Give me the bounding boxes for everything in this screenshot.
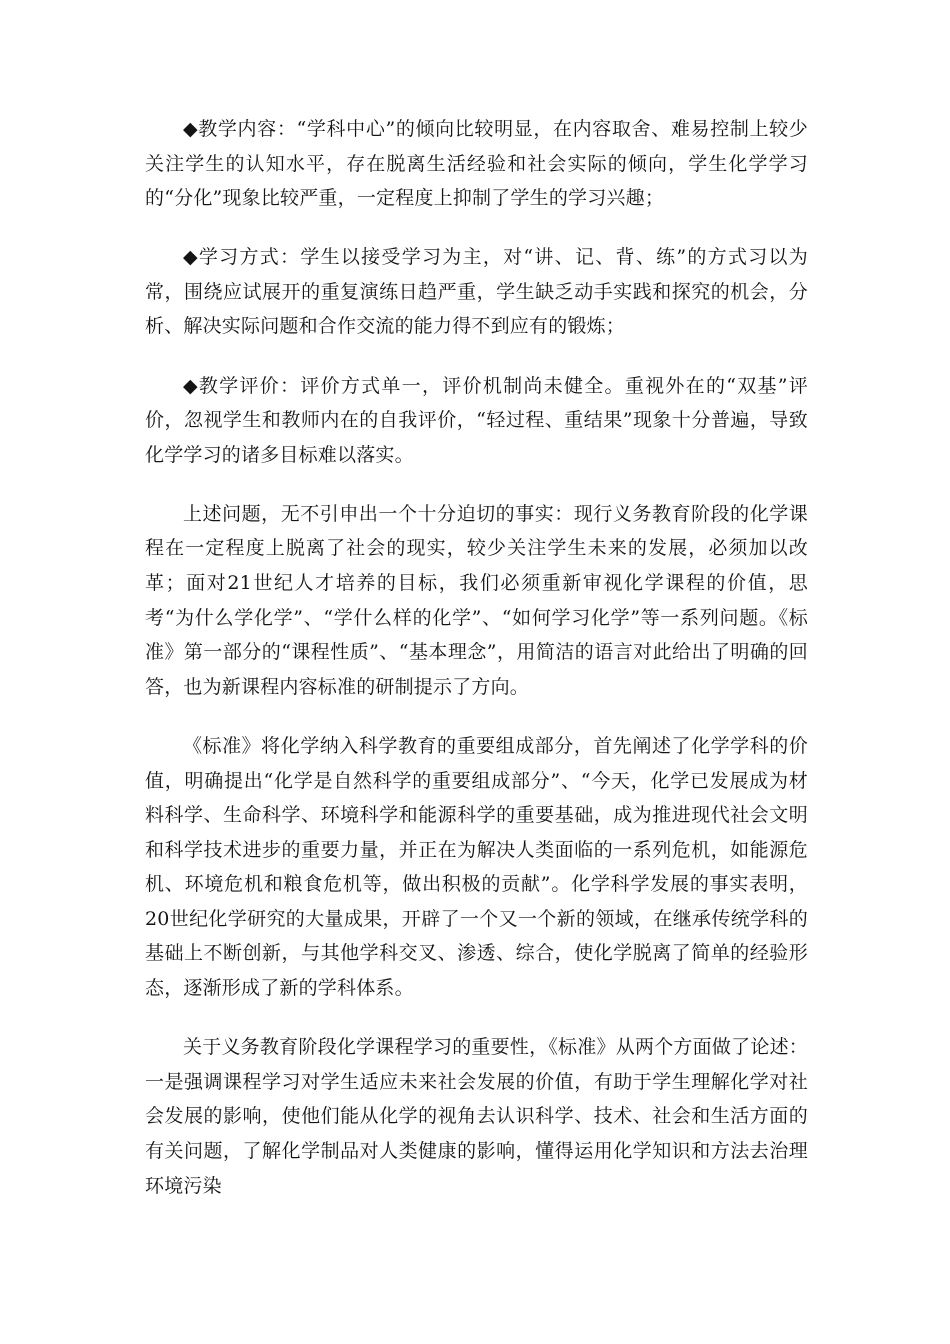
paragraph-reform-necessity: 上述问题，无不引申出一个十分迫切的事实：现行义务教育阶段的化学课程在一定程度上脱离了社会的现实，较少关注学生未来的发展，必须加以改革；面对21世纪人才培养的目标，我们必须重新审视化学课程的价值，思考“为什么学化学”、“学什么样的化学”、“如何学习化学”等一系列问题。《标准》第一部分的“课程性质”、“基本理念”，用简洁的语言对此给出了明确的回答，也为新课程内容标准的研制提示了方向。	[145, 502, 808, 698]
document-body	[145, 112, 808, 1203]
paragraph-chemistry-value: 《标准》将化学纳入科学教育的重要组成部分，首先阐述了化学学科的价值，明确提出“化学是自然科学的重要组成部分”、“今天，化学已发展成为材料科学、生命科学、环境科学和能源科学的重要基础，成为推进现代社会文明和科学技术进步的重要力量，并正在为解决人类面临的一系列危机，如能源危机、环境危机和粮食危机等，做出积极的贡献”。化学科学发展的事实表明，20世纪化学研究的大量成果，开辟了一个又一个新的领域，在继承传统学科的基础上不断创新，与其他学科交叉、渗透、综合，使化学脱离了简单的经验形态，逐渐形成了新的学科体系。	[145, 734, 808, 1000]
paragraph-learning-method: ◆学习方式：学生以接受学习为主，对“讲、记、背、练”的方式习以为常，围绕应试展开的重复演练日趋严重，学生缺乏动手实践和探究的机会，分析、解决实际问题和合作交流的能力得不到应有的锻炼；	[145, 246, 808, 338]
paragraph-teaching-content: ◆教学内容：“学科中心”的倾向比较明显，在内容取舍、难易控制上较少关注学生的认知水平，存在脱离生活经验和社会实际的倾向，学生化学学习的“分化”现象比较严重，一定程度上抑制了学生的学习兴趣；	[145, 118, 808, 210]
paragraph-teaching-evaluation: ◆教学评价：评价方式单一，评价机制尚未健全。重视外在的“双基”评价，忽视学生和教师内在的自我评价，“轻过程、重结果”现象十分普遍，导致化学学习的诸多目标难以落实。	[145, 374, 808, 466]
paragraph-course-importance: 关于义务教育阶段化学课程学习的重要性，《标准》从两个方面做了论述：一是强调课程学习对学生适应未来社会发展的价值，有助于学生理解化学对社会发展的影响，使他们能从化学的视角去认识科学、技术、社会和生活方面的有关问题，了解化学制品对人类健康的影响，懂得运用化学知识和方法去治理环境污染	[145, 1036, 808, 1197]
